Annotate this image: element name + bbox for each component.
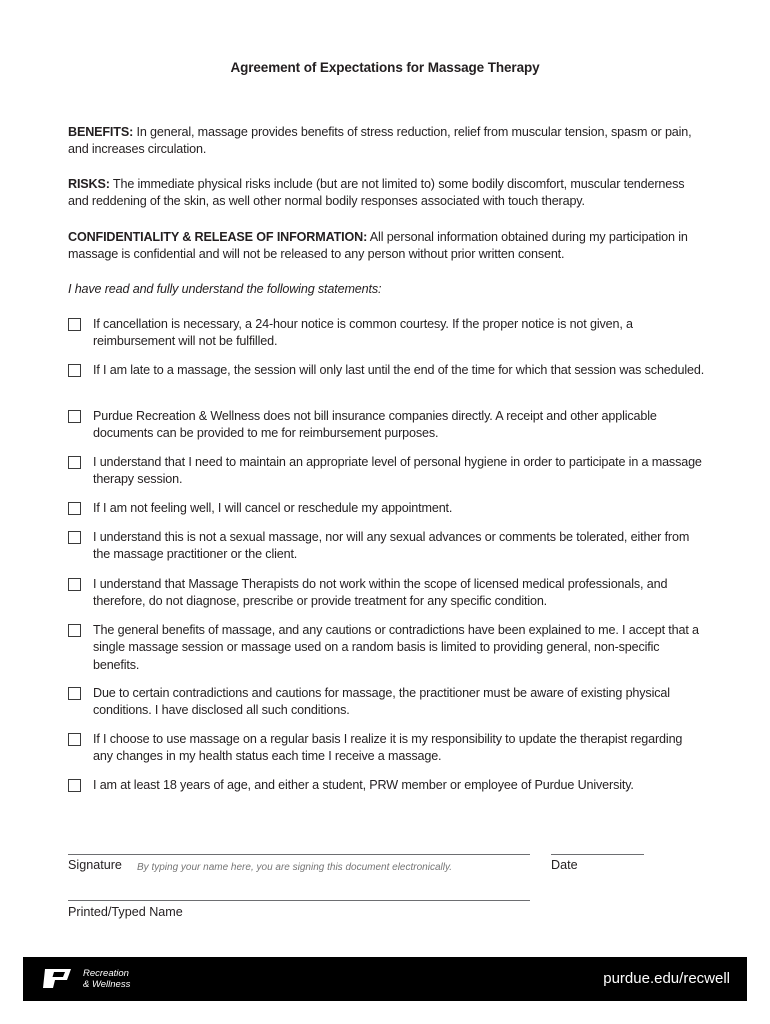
statement-text: If cancellation is necessary, a 24-hour notice is common courtesy. If the proper notice is not given, a reimbursement will not be fulfilled.	[93, 317, 633, 349]
footer-bar	[23, 957, 747, 1001]
risks-text: The immediate physical risks include (but are not limited to) some bodily discomfort, muscular tenderness and reddening of the skin, as well other normal bodily responses associated with touch therapy.	[68, 177, 685, 209]
signature-label: Signature	[68, 858, 122, 872]
statement-checkbox[interactable]	[68, 779, 81, 792]
date-label: Date	[551, 858, 578, 872]
confidentiality-paragraph	[68, 229, 708, 264]
purdue-recwell-logo	[39, 967, 149, 993]
statement-checkbox[interactable]	[68, 456, 81, 469]
signature-input[interactable]	[137, 860, 527, 874]
recwell-url-link[interactable]: purdue.edu/recwell	[603, 970, 730, 987]
statement-text: If I am not feeling well, I will cancel or reschedule my appointment.	[93, 501, 453, 515]
statement-checkbox[interactable]	[68, 410, 81, 423]
statement-text: I understand this is not a sexual massage, nor will any sexual advances or comments be tolerated, either from the massage practitioner or the client.	[93, 530, 690, 562]
statement-checkbox[interactable]	[68, 624, 81, 637]
statement-text: If I choose to use massage on a regular basis I realize it is my responsibility to update the therapist regarding any changes in my health status each time I receive a massage.	[93, 732, 683, 764]
benefits-label: BENEFITS:	[68, 125, 134, 139]
date-line	[551, 854, 644, 855]
confidentiality-label: CONFIDENTIALITY & RELEASE OF INFORMATION:	[68, 230, 368, 244]
printed-name-line	[68, 900, 530, 901]
date-input[interactable]	[551, 836, 644, 852]
signature-line	[68, 854, 530, 855]
statement-text: Due to certain contradictions and cautions for massage, the practitioner must be aware of existing physical conditions. I have disclosed all such conditions.	[93, 686, 670, 718]
statement-checkbox[interactable]	[68, 502, 81, 515]
logo-line-1: Recreation	[83, 968, 129, 979]
statement-checkbox[interactable]	[68, 531, 81, 544]
risks-paragraph	[68, 176, 708, 211]
risks-label: RISKS:	[68, 177, 110, 191]
benefits-paragraph	[68, 124, 708, 159]
statement-text: If I am late to a massage, the session will only last until the end of the time for which that session was scheduled.	[93, 363, 705, 377]
printed-name-input[interactable]	[68, 882, 530, 898]
statement-text: Purdue Recreation & Wellness does not bill insurance companies directly. A receipt and other applicable documents can be provided to me for reimbursement purposes.	[93, 409, 657, 441]
statement-checkbox[interactable]	[68, 364, 81, 377]
statement-text: I am at least 18 years of age, and either a student, PRW member or employee of Purdue University.	[93, 778, 634, 792]
statement-checkbox[interactable]	[68, 578, 81, 591]
purdue-p-icon	[39, 967, 79, 991]
statements-intro: I have read and fully understand the following statements:	[68, 282, 382, 296]
statement-checkbox[interactable]	[68, 687, 81, 700]
statement-checkbox[interactable]	[68, 733, 81, 746]
document-title: Agreement of Expectations for Massage Therapy	[230, 60, 540, 75]
statement-checkbox[interactable]	[68, 318, 81, 331]
confidentiality-text: All personal information obtained during my participation in massage is confidential and will not be released to any person without prior written consent.	[68, 230, 688, 262]
logo-line-2: & Wellness	[83, 979, 131, 990]
benefits-text: In general, massage provides benefits of stress reduction, relief from muscular tension, spasm or pain, and increases circulation.	[68, 125, 692, 157]
statement-text: I understand that Massage Therapists do not work within the scope of licensed medical professionals, and therefore, do not diagnose, prescribe or provide treatment for any specific condition.	[93, 577, 668, 609]
statement-text: I understand that I need to maintain an appropriate level of personal hygiene in order to participate in a massage therapy session.	[93, 455, 702, 487]
statement-text: The general benefits of massage, and any cautions or contradictions have been explained to me. I accept that a single massage session or massage used on a random basis is limited to providing general, non-specific benefits.	[93, 623, 699, 672]
logo-text	[83, 968, 130, 990]
printed-name-label: Printed/Typed Name	[68, 905, 183, 919]
